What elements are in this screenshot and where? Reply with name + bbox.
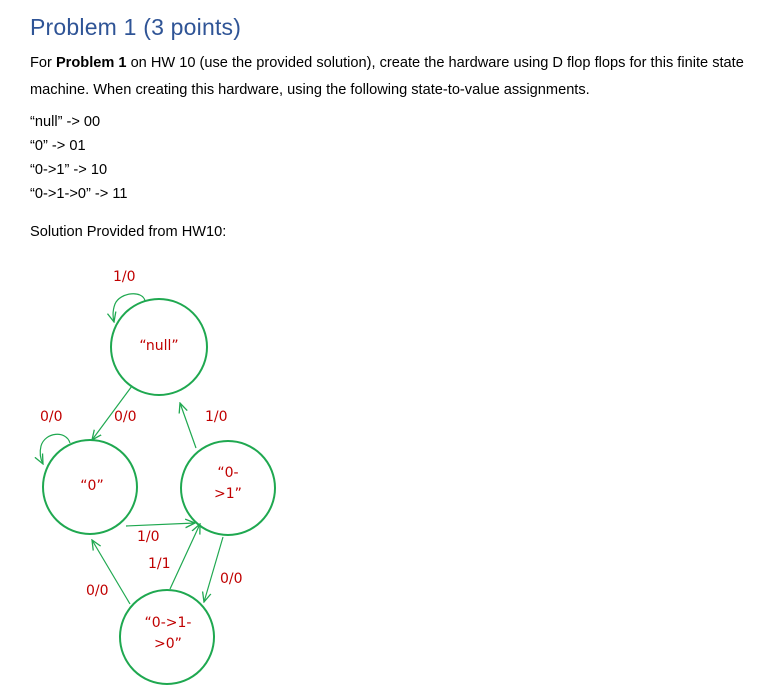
label-zero-one-zero-to-zero: 0/0 bbox=[86, 583, 109, 599]
transition-null-self bbox=[113, 294, 145, 322]
state-zero-one-zero-label-2: >0” bbox=[154, 636, 182, 652]
transition-zero-one-to-zero-one-zero bbox=[204, 537, 223, 602]
state-zero-one-zero-label-1: “0->1- bbox=[144, 615, 192, 631]
state-null-label: “null” bbox=[139, 338, 179, 354]
label-null-self: 1/0 bbox=[113, 269, 136, 285]
transition-zero-one-zero-to-zero-one bbox=[170, 524, 200, 589]
state-zero-one-label-1: “0- bbox=[217, 465, 239, 481]
label-zero-one-to-zero-one-zero: 0/0 bbox=[220, 571, 243, 587]
assignment-zero-one: “0->1” -> 10 bbox=[30, 162, 108, 178]
transition-zero-self bbox=[40, 434, 70, 464]
label-null-to-zero: 0/0 bbox=[114, 409, 137, 425]
label-zero-one-to-null: 1/0 bbox=[205, 409, 228, 425]
label-zero-one-zero-to-zero-one: 1/1 bbox=[148, 556, 171, 572]
transition-zero-one-to-null bbox=[180, 403, 196, 448]
description-bold: Problem 1 bbox=[55, 55, 127, 71]
assignment-null: “null” -> 00 bbox=[30, 114, 101, 130]
state-zero-label: “0” bbox=[80, 478, 104, 494]
solution-label: Solution Provided from HW10: bbox=[30, 224, 227, 240]
assignment-zero: “0” -> 01 bbox=[30, 138, 86, 154]
state-zero-one-label-2: >1” bbox=[214, 486, 242, 502]
transition-zero-to-zero-one bbox=[126, 523, 195, 526]
description-text-1: For bbox=[30, 55, 56, 71]
label-zero-to-zero-one: 1/0 bbox=[137, 529, 160, 545]
label-zero-self: 0/0 bbox=[40, 409, 63, 425]
page-title: Problem 1 (3 points) bbox=[30, 14, 242, 40]
assignment-zero-one-zero: “0->1->0” -> 11 bbox=[30, 186, 128, 202]
description-text-2: on HW 10 (use the provided solution), create the hardware using D flop flops for this finite state machine. When creating this hardware, using the following state-to-value assignments. bbox=[30, 55, 744, 98]
